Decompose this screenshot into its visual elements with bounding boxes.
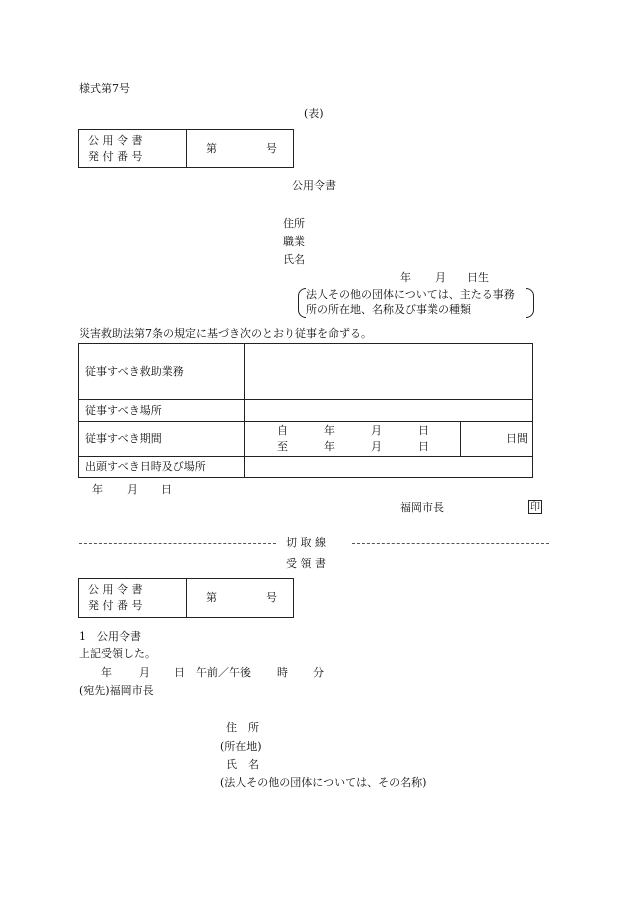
receipt-item: 1 公用令書 <box>79 630 141 643</box>
receipt-address-label: 住 所 <box>226 721 259 734</box>
period-from-label: 自 <box>277 424 288 437</box>
order-number-label-1: 公 用 令 書 <box>88 134 143 147</box>
issue-day: 日 <box>161 483 172 496</box>
receipt-month: 月 <box>139 666 150 679</box>
corp-note-line-2: 所の所在地、名称及び事業の種類 <box>306 303 471 316</box>
period-to-day: 日 <box>418 440 429 453</box>
duty-row-label: 従事すべき場所 <box>85 404 162 417</box>
cut-line-left <box>79 543 276 544</box>
cut-line-label: 切 取 線 <box>286 536 326 549</box>
address-label: 住所 <box>283 217 305 230</box>
receipt-addressee: (宛先)福岡市長 <box>79 684 154 697</box>
receipt-title: 受 領 書 <box>286 557 326 570</box>
receipt-received-text: 上記受領した。 <box>79 647 156 660</box>
period-to-label: 至 <box>277 440 288 453</box>
front-label: (表) <box>304 107 324 120</box>
receipt-order-number-suffix: 号 <box>266 591 277 604</box>
bracket-left <box>298 288 306 318</box>
receipt-order-number-label-1: 公 用 令 書 <box>88 583 143 596</box>
receipt-day: 日 <box>174 666 185 679</box>
occupation-label: 職業 <box>283 235 305 248</box>
duty-row-label: 従事すべき期間 <box>85 432 162 445</box>
receipt-year: 年 <box>101 666 112 679</box>
birth-year: 年 <box>400 271 411 284</box>
birth-month: 月 <box>435 271 446 284</box>
form-number: 様式第7号 <box>79 82 130 95</box>
receipt-order-number-label-2: 発 付 番 号 <box>88 599 143 612</box>
issue-month: 月 <box>127 483 138 496</box>
receipt-minute: 分 <box>313 666 324 679</box>
period-days-suffix: 日間 <box>506 432 528 445</box>
receipt-order-number-prefix: 第 <box>206 591 217 604</box>
receipt-name-label: 氏 名 <box>226 758 259 771</box>
issuer: 福岡市長 <box>400 501 444 514</box>
receipt-hour: 時 <box>277 666 288 679</box>
seal-mark: 印 <box>530 502 540 513</box>
bracket-right <box>526 288 534 318</box>
issue-year: 年 <box>92 483 103 496</box>
duty-row-label: 出頭すべき日時及び場所 <box>85 460 206 473</box>
order-number-label-2: 発 付 番 号 <box>88 150 143 163</box>
period-to-year: 年 <box>324 440 335 453</box>
name-label: 氏名 <box>283 253 305 266</box>
doc-title: 公用令書 <box>292 179 336 192</box>
duty-row-label: 従事すべき救助業務 <box>85 365 184 378</box>
birth-day: 日生 <box>467 271 489 284</box>
period-from-year: 年 <box>324 424 335 437</box>
receipt-corp-note: (法人その他の団体については、その名称) <box>220 776 427 789</box>
period-to-month: 月 <box>371 440 382 453</box>
order-statement: 災害救助法第7条の規定に基づき次のとおり従事を命ずる。 <box>79 327 372 340</box>
period-from-month: 月 <box>371 424 382 437</box>
cut-line-right <box>352 543 549 544</box>
order-number-suffix: 号 <box>266 142 277 155</box>
receipt-location-label: (所在地) <box>220 740 262 753</box>
order-number-prefix: 第 <box>206 142 217 155</box>
receipt-ampm: 午前／午後 <box>196 666 251 679</box>
corp-note-line-1: 法人その他の団体については、主たる事務 <box>306 288 515 301</box>
period-from-day: 日 <box>418 424 429 437</box>
